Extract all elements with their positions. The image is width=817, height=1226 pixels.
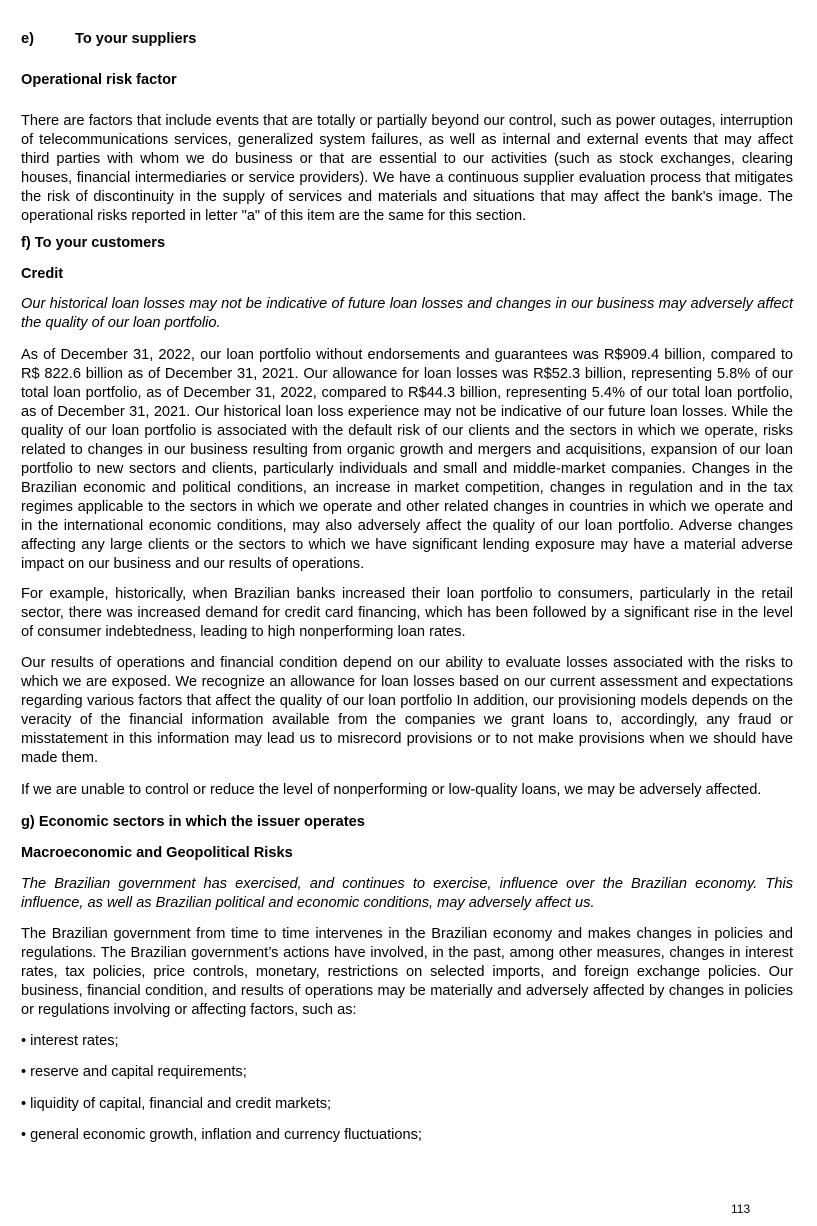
page-number: 113 bbox=[731, 1202, 751, 1216]
section-f-heading: f) To your customers bbox=[21, 235, 166, 251]
credit-paragraph-3: Our results of operations and financial condition depend on our ability to evaluate losses associated with the risks to which we are exposed. We recognize an allowance for loan losses based on our current assessment and expectations regarding various factors that affect the quality of our loan portfolio In addition, our provisioning models depends on the veracity of the financial information available from the companies we grant loans to, accordingly, any fraud or misstatement in this information may lead us to misrecord provisions or to not make provisions when we should have made them. bbox=[21, 655, 793, 766]
operational-risk-paragraph: There are factors that include events that are totally or partially beyond our control, such as power outages, interruption of telecommunications services, generalized system failures, as well as internal and external events that may affect third parties with whom we do business or that are essential to our activities (such as stock exchanges, clearing houses, financial intermediaries or service providers). We have a continuous supplier evaluation process that mitigates the risk of discontinuity in the supply of services and materials and situations that may affect the bank's image. The operational risks reported in letter "a" of this item are the same for this section. bbox=[21, 113, 793, 224]
bullet-item: • liquidity of capital, financial and credit markets; bbox=[21, 1096, 332, 1112]
operational-risk-heading: Operational risk factor bbox=[21, 72, 177, 88]
credit-heading: Credit bbox=[21, 266, 64, 282]
macro-paragraph: The Brazilian government from time to time intervenes in the Brazilian economy and makes changes in policies and regulations. The Brazilian government’s actions have involved, in the past, among other measures, changes in interest rates, tax policies, price controls, monetary, restrictions on selected imports, and foreign exchange policies. Our business, financial condition, and results of operations may be materially and adversely affected by changes in policies or regulations involving or affecting factors, such as: bbox=[21, 926, 793, 1018]
bullet-item: • general economic growth, inflation and currency fluctuations; bbox=[21, 1127, 422, 1143]
credit-paragraph-1: As of December 31, 2022, our loan portfolio without endorsements and guarantees was R$909.4 billion, compared to R$ 822.6 billion as of December 31, 2021. Our allowance for loan losses was R$52.3 billion, representing 5.8% of our total loan portfolio, as of December 31, 2022, compared to R$44.3 billion, representing 5.4% of our total loan portfolio, as of December 31, 2021. Our historical loan loss experience may not be indicative of our future loan losses. While the quality of our loan portfolio is associated with the default risk of our clients and the sectors in which we operate, risks related to changes in our business resulting from organic growth and mergers and acquisitions, expansion of our loan portfolio to new sectors and clients, particularly individuals and small and middle-market companies. Changes in the Brazilian economic and political conditions, an increase in market competition, changes in regulation and in the tax regimes applicable to the sectors in which we operate and other related changes in countries in which we operate and in the international economic conditions, may also adversely affect the quality of our loan portfolio. Adverse changes affecting any large clients or the sectors to which we have significant lending exposure may have a material adverse impact on our business and our results of operations. bbox=[21, 347, 793, 572]
macro-italic-lead: The Brazilian government has exercised, and continues to exercise, influence over the Brazilian economy. This influence, as well as Brazilian political and economic conditions, may adversely affect us. bbox=[21, 876, 793, 911]
bullet-item: • reserve and capital requirements; bbox=[21, 1064, 247, 1080]
credit-paragraph-4: If we are unable to control or reduce the level of nonperforming or low-quality loans, we may be adversely affected. bbox=[21, 782, 762, 798]
credit-paragraph-2: For example, historically, when Brazilian banks increased their loan portfolio to consumers, particularly in the retail sector, there was increased demand for credit card financing, which has been followed by a significant rise in the level of consumer indebtedness, leading to high nonperforming loan rates. bbox=[21, 586, 793, 640]
section-e-heading bbox=[21, 30, 793, 48]
section-g-heading: g) Economic sectors in which the issuer operates bbox=[21, 814, 365, 830]
bullet-item: • interest rates; bbox=[21, 1033, 119, 1049]
macro-risks-heading: Macroeconomic and Geopolitical Risks bbox=[21, 845, 293, 861]
section-e-title: To your suppliers bbox=[75, 31, 197, 47]
credit-italic-lead: Our historical loan losses may not be indicative of future loan losses and changes in our business may adversely affect the quality of our loan portfolio. bbox=[21, 296, 793, 331]
section-e-label: e) bbox=[21, 31, 34, 47]
